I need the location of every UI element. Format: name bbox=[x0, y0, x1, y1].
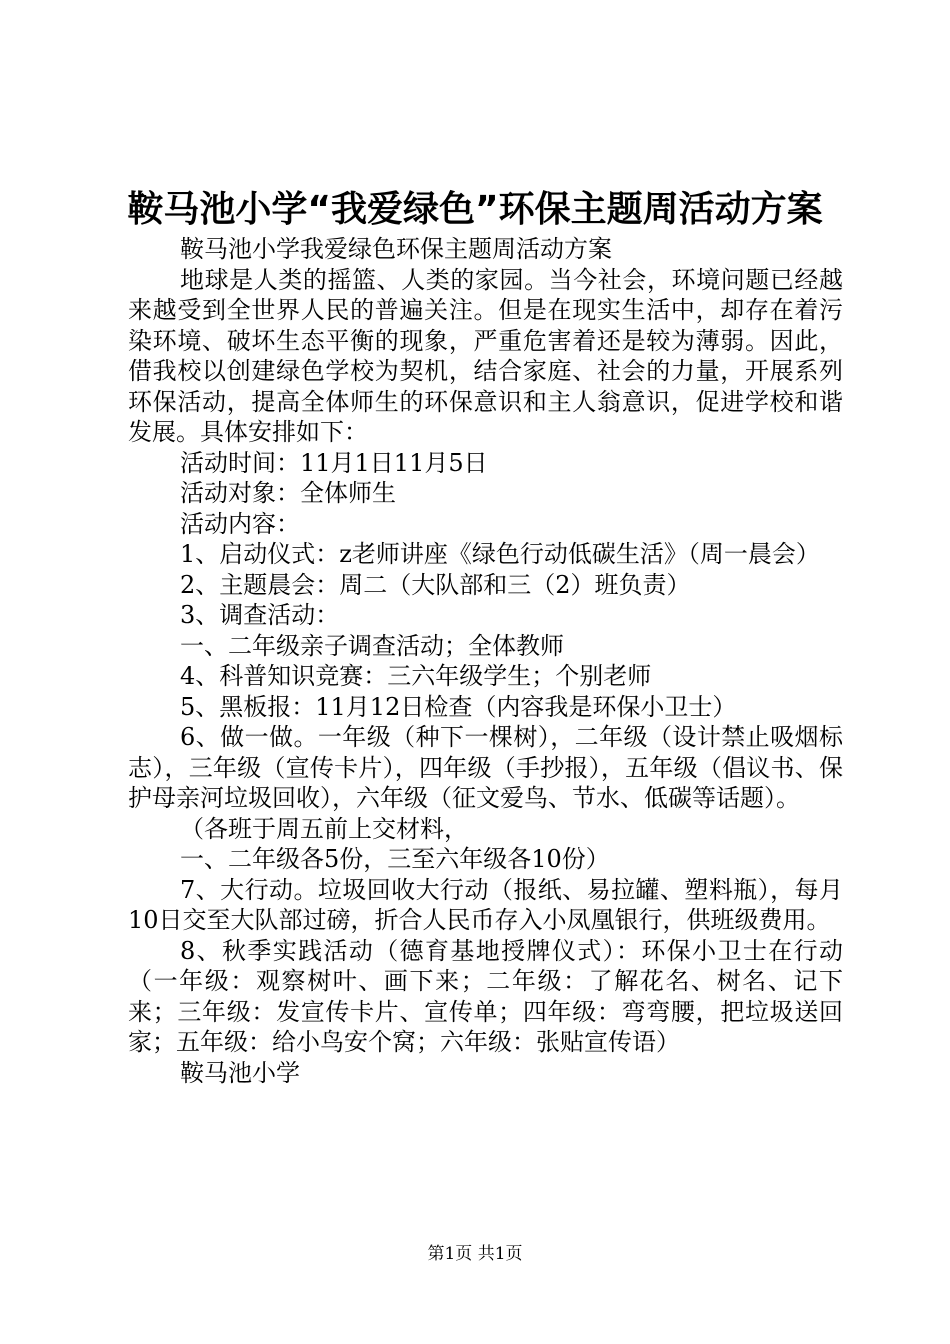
item-4-quiz: 4、科普知识竞赛：三六年级学生；个别老师 bbox=[180, 662, 652, 690]
item-3-survey: 3、调查活动： bbox=[180, 601, 340, 629]
activity-audience: 活动对象：全体师生 bbox=[180, 479, 396, 507]
page-footer: 第1页 共1页 bbox=[427, 1244, 523, 1264]
document-title: 鞍马池小学“我爱绿色”环保主题周活动方案 bbox=[127, 189, 823, 230]
item-7-recycling: 7、大行动。垃圾回收大行动（报纸、易拉罐、塑料瓶），每月10日交至大队部过磅，折合人民币存入小凤凰银行，供班级费用。 bbox=[128, 875, 843, 934]
item-6-hands-on: 6、做一做。一年级（种下一棵树），二年级（设计禁止吸烟标志），三年级（宣传卡片），四年级（手抄报），五年级（倡议书、保护母亲河垃圾回收），六年级（征文爱鸟、节水、低碳等话题）。 bbox=[128, 723, 843, 812]
document-body bbox=[128, 234, 843, 1088]
item-8-autumn-practice: 8、秋季实践活动（德育基地授牌仪式）：环保小卫士在行动（一年级：观察树叶、画下来；二年级：了解花名、树名、记下来；三年级：发宣传卡片、宣传单；四年级：弯弯腰，把垃圾送回家；五年级：给小鸟安个窝；六年级：张贴宣传语） bbox=[128, 936, 843, 1056]
subtitle-paragraph: 鞍马池小学我爱绿色环保主题周活动方案 bbox=[180, 235, 612, 263]
activity-time: 活动时间：11月1日11月5日 bbox=[180, 448, 488, 477]
activity-content-heading: 活动内容： bbox=[180, 509, 300, 538]
signature-school: 鞍马池小学 bbox=[180, 1058, 300, 1087]
item-1-launch: 1、启动仪式：z老师讲座《绿色行动低碳生活》（周一晨会） bbox=[180, 540, 820, 568]
submission-quantity: 一、二年级各5份，三至六年级各10份） bbox=[180, 845, 610, 873]
item-2-theme-meeting: 2、主题晨会：周二（大队部和三（2）班负责） bbox=[180, 570, 691, 599]
submission-note: （各班于周五前上交材料， bbox=[180, 814, 468, 843]
item-5-blackboard: 5、黑板报：11月12日检查（内容我是环保小卫士） bbox=[180, 692, 737, 721]
intro-paragraph: 地球是人类的摇篮、人类的家园。当今社会，环境问题已经越来越受到全世界人民的普遍关注。但是在现实生活中，却存在着污染环境、破坏生态平衡的现象，严重危害着还是较为薄弱。因此，借我校以创建绿色学校为契机，结合家庭、社会的力量，开展系列环保活动，提高全体师生的环保意识和主人翁意识，促进学校和谐发展。具体安排如下： bbox=[128, 265, 843, 446]
item-3-survey-detail: 一、二年级亲子调查活动；全体教师 bbox=[180, 631, 564, 660]
